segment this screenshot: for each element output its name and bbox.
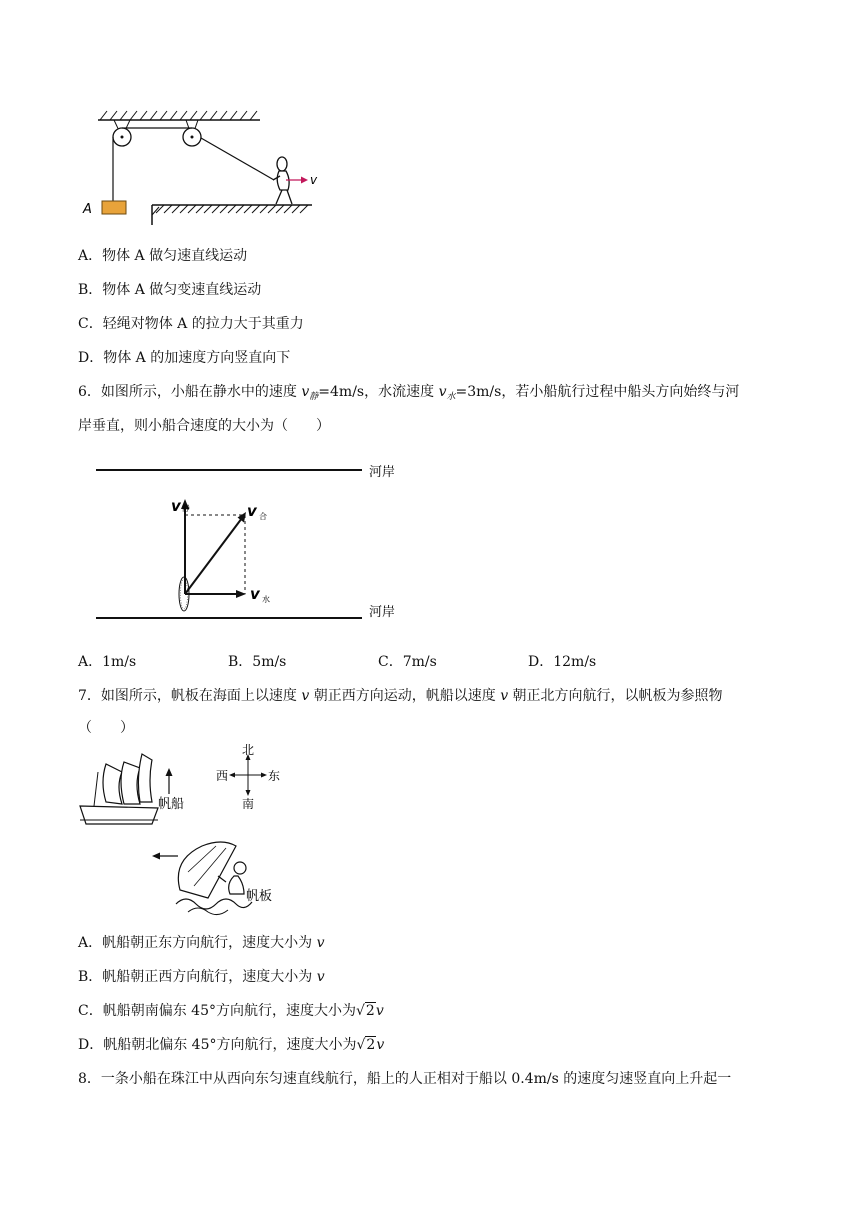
label-A: A bbox=[83, 202, 92, 217]
q7-option-a: A．帆船朝正东方向航行，速度大小为 v bbox=[78, 935, 325, 951]
q7-stem: 7．如图所示，帆板在海面上以速度 v 朝正西方向运动，帆船以速度 v 朝正北方向航行，以帆板为参照物 bbox=[78, 688, 723, 704]
pulley-figure bbox=[76, 104, 326, 229]
q7-option-c: C．帆船朝南偏东 45°方向航行，速度大小为√2v bbox=[78, 1003, 384, 1019]
v-jing-label: v bbox=[171, 497, 181, 515]
sqrt-symbol: √2 bbox=[355, 1003, 375, 1019]
q5-option-c: C．轻绳对物体 A 的拉力大于其重力 bbox=[78, 316, 304, 332]
bank-bottom-label: 河岸 bbox=[369, 605, 396, 620]
q7-option-b: B．帆船朝正西方向航行，速度大小为 v bbox=[78, 969, 325, 985]
q6-option-a: A．1m/s bbox=[78, 654, 137, 670]
q7-stem-line2: （ ） bbox=[78, 720, 134, 736]
q5-option-a: A．物体 A 做匀速直线运动 bbox=[78, 248, 248, 264]
compass-east: 东 bbox=[268, 769, 281, 783]
q7-option-d: D．帆船朝北偏东 45°方向航行，速度大小为√2v bbox=[78, 1037, 385, 1053]
v-shui-sub: 水 bbox=[262, 595, 270, 604]
compass-south: 南 bbox=[242, 797, 255, 811]
v-he-label: v bbox=[247, 502, 257, 520]
q6-stem: 6．如图所示，小船在静水中的速度 $v_静=4m/s$，水流速度 $v_水=3m/s$，若小船航行过程中船头方向始终与河 bbox=[78, 384, 740, 402]
v-he-sub: 合 bbox=[259, 512, 267, 521]
q6-option-b: B．5m/s bbox=[228, 654, 287, 670]
bank-top-label: 河岸 bbox=[369, 465, 396, 480]
sqrt-symbol: √2 bbox=[356, 1037, 376, 1053]
q6-option-d: D．12m/s bbox=[528, 654, 597, 670]
v-jing-sub: 静 bbox=[182, 504, 190, 513]
q5-option-b: B．物体 A 做匀变速直线运动 bbox=[78, 282, 262, 298]
q5-option-d: D．物体 A 的加速度方向竖直向下 bbox=[78, 350, 291, 366]
compass-west: 西 bbox=[216, 769, 229, 783]
q6-option-c: C．7m/s bbox=[378, 654, 437, 670]
windsurf-label: 帆板 bbox=[246, 889, 273, 904]
sailboat-label: 帆船 bbox=[158, 797, 185, 812]
v-shui-label: v bbox=[250, 585, 260, 603]
q6-stem-line2: 岸垂直，则小船合速度的大小为（ ） bbox=[78, 418, 330, 434]
label-v: v bbox=[310, 173, 318, 187]
river-figure bbox=[90, 458, 420, 628]
sailing-figure bbox=[76, 742, 316, 922]
q8-stem: 8．一条小船在珠江中从西向东匀速直线航行，船上的人正相对于船以 0.4m/s 的速度匀速竖直向上升起一 bbox=[78, 1071, 732, 1087]
compass-north: 北 bbox=[242, 743, 255, 757]
